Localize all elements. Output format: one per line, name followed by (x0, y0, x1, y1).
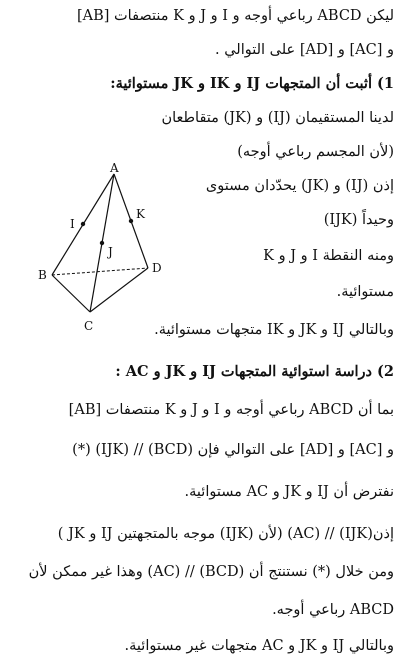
point-j (100, 241, 104, 245)
text-line-9: مستوائية. (336, 284, 394, 300)
text-line-1: ليكن ABCD رباعي أوجه و I و J و K منتصفات [AB] (76, 8, 394, 24)
label-j: J (108, 245, 113, 259)
text-line-17: ABCD رباعي أوجه. (272, 602, 394, 618)
label-d: D (152, 261, 162, 275)
text-line-12: بما أن ABCD رباعي أوجه و I و J و K منتصفات [AB] (68, 402, 394, 418)
text-line-2: و [AC] و [AD] على التوالي . (215, 42, 394, 58)
text-line-13: و [AC] و [AD] على التوالي فإن (BCD) // (IJK) (*) (72, 442, 394, 458)
label-i: I (70, 217, 75, 231)
text-line-6: إذن (IJ) و (JK) يحدّدان مستوى (205, 178, 394, 194)
text-line-8: ومنه النقطة I و J و K (263, 248, 394, 264)
point-k (129, 219, 133, 223)
text-line-18: وبالتالي IJ و JK و AC متجهات غير مستوائية. (124, 638, 394, 654)
edge-dc (90, 268, 148, 312)
text-line-15: إذن(IJK) // (AC) (لأن (IJK) موجه بالمتجهتين IJ و JK ) (57, 526, 394, 542)
label-c: C (84, 319, 94, 333)
label-a: A (110, 161, 119, 175)
text-line-14: نفترض أن IJ و JK و AC مستوائية. (184, 484, 394, 500)
question-1-heading: 1) أثبت أن المتجهات IJ و IK و JK مستوائية: (110, 75, 394, 92)
text-line-4: لدينا المستقيمان (IJ) و (JK) متقاطعان (161, 110, 394, 126)
edge-bc (52, 275, 90, 312)
question-2-heading: 2) دراسة استوائية المتجهات IJ و JK و AC : (115, 363, 394, 380)
text-line-10: وبالتالي IJ و JK و IK متجهات مستوائية. (154, 322, 394, 338)
point-i (81, 222, 85, 226)
text-line-16: ومن خلال (*) نستنتج أن (BCD) // (AC) وهذا غير ممكن لأن (28, 564, 394, 580)
label-k: K (136, 207, 145, 221)
tetrahedron-figure (28, 160, 178, 350)
text-line-5: (لأن المجسم رباعي أوجه) (237, 144, 394, 160)
text-line-7: وحيداً (IJK) (323, 212, 394, 228)
label-b: B (38, 268, 47, 282)
edge-bd (52, 268, 148, 275)
